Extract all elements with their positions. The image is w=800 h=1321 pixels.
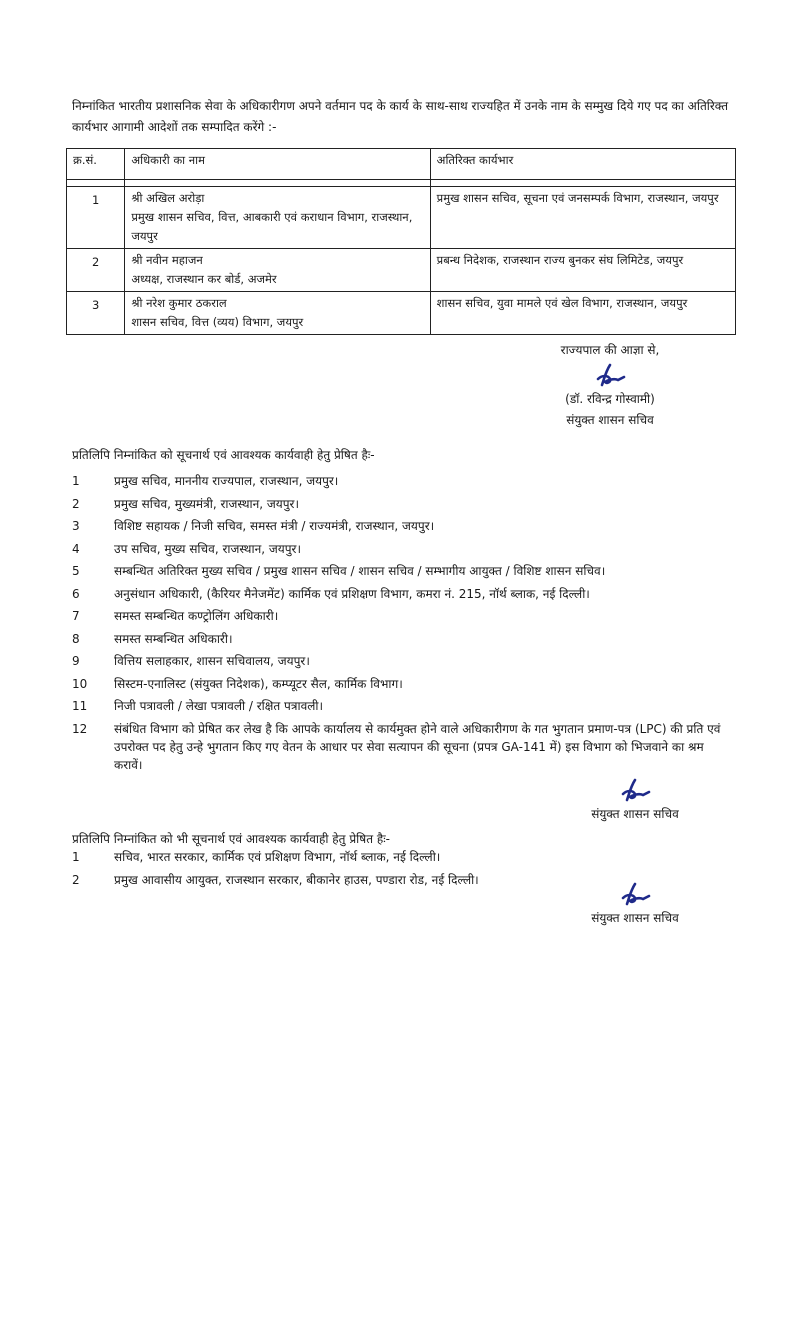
item-text: प्रमुख आवासीय आयुक्त, राजस्थान सरकार, बीकानेर हाउस, पण्डारा रोड, नई दिल्ली। xyxy=(114,872,479,887)
item-text: सम्बन्धित अतिरिक्त मुख्य सचिव / प्रमुख शासन सचिव / शासन सचिव / सम्भागीय आयुक्त / विशिष्ट शासन सचिव। xyxy=(114,564,606,578)
signatory-name: (डॉ. रविन्द्र गोस्वामी) xyxy=(565,392,655,406)
item-text: विशिष्ट सहायक / निजी सचिव, समस्त मंत्री / राज्यमंत्री, राजस्थान, जयपुर। xyxy=(114,519,435,533)
item-number: 8 xyxy=(72,631,80,646)
signature-mark xyxy=(615,776,655,804)
item-text: प्रमुख सचिव, मुख्यमंत्री, राजस्थान, जयपुर। xyxy=(114,496,300,511)
table-row xyxy=(67,187,736,249)
list-item xyxy=(72,846,732,869)
table-header-row xyxy=(67,149,736,180)
row-additional-charge: शासन सचिव, युवा मामले एवं खेल विभाग, राजस्थान, जयपुर xyxy=(430,292,735,335)
item-text: प्रमुख सचिव, माननीय राज्यपाल, राजस्थान, जयपुर। xyxy=(114,474,339,488)
item-number: 7 xyxy=(72,609,80,623)
officer-name: श्री नरेश कुमार ठकराल xyxy=(131,296,227,310)
item-number: 3 xyxy=(72,519,80,533)
item-text: सिस्टम-एनालिस्ट (संयुक्त निदेशक), कम्प्यूटर सैल, कार्मिक विभाग। xyxy=(114,676,403,691)
order-signature-block xyxy=(520,340,700,431)
row-officer xyxy=(125,292,430,335)
row-officer xyxy=(125,187,430,249)
item-text: समस्त सम्बन्धित कण्ट्रोलिंग अधिकारी। xyxy=(114,609,279,623)
list-item xyxy=(72,605,732,628)
row-serial: 1 xyxy=(67,187,125,249)
list-item xyxy=(72,650,732,673)
item-text: समस्त सम्बन्धित अधिकारी। xyxy=(114,631,233,646)
item-number: 6 xyxy=(72,586,80,601)
list-item xyxy=(72,515,732,538)
table-row xyxy=(67,249,736,292)
item-text: निजी पत्रावली / लेखा पत्रावली / रक्षित पत्रावली। xyxy=(114,699,324,713)
officer-designation: प्रमुख शासन सचिव, वित्त, आबकारी एवं कराधान विभाग, राजस्थान, जयपुर xyxy=(131,210,413,243)
item-number: 5 xyxy=(72,564,80,578)
copy-heading-2: प्रतिलिपि निम्नांकित को भी सूचनार्थ एवं आवश्यक कार्यवाही हेतु प्रेषित हैः- xyxy=(72,832,390,846)
row-serial: 2 xyxy=(67,249,125,292)
signature-mark xyxy=(615,880,655,908)
item-text: सचिव, भारत सरकार, कार्मिक एवं प्रशिक्षण विभाग, नॉर्थ ब्लाक, नई दिल्ली। xyxy=(114,850,441,864)
item-number: 10 xyxy=(72,676,88,691)
additional-charge-table xyxy=(66,148,736,335)
copy-list-1 xyxy=(72,470,732,774)
signature-mark xyxy=(590,361,630,389)
officer-name: श्री नवीन महाजन xyxy=(131,253,203,267)
list-item xyxy=(72,493,732,516)
by-order-text: राज्यपाल की आज्ञा से, xyxy=(560,343,660,357)
officer-designation: अध्यक्ष, राजस्थान कर बोर्ड, अजमेर xyxy=(131,272,277,286)
item-number: 2 xyxy=(72,496,80,511)
item-number: 1 xyxy=(72,474,80,488)
row-additional-charge: प्रबन्ध निदेशक, राजस्थान राज्य बुनकर संघ लिमिटेड, जयपुर xyxy=(430,249,735,292)
officer-name: श्री अखिल अरोड़ा xyxy=(131,191,205,205)
table-row xyxy=(67,292,736,335)
item-text: उप सचिव, मुख्य सचिव, राजस्थान, जयपुर। xyxy=(114,541,302,556)
list-item xyxy=(72,673,732,696)
item-number: 4 xyxy=(72,541,80,556)
item-number: 12 xyxy=(72,721,88,736)
header-additional-charge: अतिरिक्त कार्यभार xyxy=(430,149,735,180)
list-item xyxy=(72,560,732,583)
item-number: 1 xyxy=(72,850,80,864)
list-item xyxy=(72,583,732,606)
list-item xyxy=(72,470,732,493)
list-item xyxy=(72,628,732,651)
item-number: 2 xyxy=(72,872,80,887)
item-number: 9 xyxy=(72,654,80,668)
table-spacer-row xyxy=(67,180,736,187)
list-item xyxy=(72,695,732,718)
signatory-designation: संयुक्त शासन सचिव xyxy=(591,807,679,821)
signatory-designation: संयुक्त शासन सचिव xyxy=(591,911,679,925)
copy-heading-1: प्रतिलिपि निम्नांकित को सूचनार्थ एवं आवश्यक कार्यवाही हेतु प्रेषित हैः- xyxy=(72,448,375,462)
list-item xyxy=(72,538,732,561)
row-serial: 3 xyxy=(67,292,125,335)
header-serial: क्र.सं. xyxy=(67,149,125,180)
list-item xyxy=(72,718,732,774)
intro-paragraph: निम्नांकित भारतीय प्रशासनिक सेवा के अधिकारीगण अपने वर्तमान पद के कार्य के साथ-साथ राज्यहित में उनके नाम के सम्मुख दिये गए पद का अतिरिक्त कार्यभार आगामी आदेशों तक सम्पादित करेंगे :- xyxy=(72,99,729,134)
copy1-signature-block xyxy=(560,776,710,825)
row-officer xyxy=(125,249,430,292)
item-number: 11 xyxy=(72,699,88,713)
officer-designation: शासन सचिव, वित्त (व्यय) विभाग, जयपुर xyxy=(131,315,304,329)
header-officer-name: अधिकारी का नाम xyxy=(125,149,430,180)
item-text: अनुसंधान अधिकारी, (कैरियर मैनेजमेंट) कार्मिक एवं प्रशिक्षण विभाग, कमरा नं. 215, नॉर्थ ब्लाक, नई दिल्ली। xyxy=(114,586,590,601)
copy2-signature-block xyxy=(560,880,710,929)
signatory-designation: संयुक्त शासन सचिव xyxy=(566,413,654,427)
item-text: संबंधित विभाग को प्रेषित कर लेख है कि आपके कार्यालय से कार्यमुक्त होने वाले अधिकारीगण के गत भुगतान प्रमाण-पत्र (LPC) की प्रति एवं उपरोक्त पद हेतु उन्हे भुगतान किए गए वेतन के आधार पर सेवा सत्यापन की सूचना (प्रपत्र GA-141 में) इस विभाग को भिजवाने का श्रम करावें। xyxy=(114,721,721,772)
row-additional-charge: प्रमुख शासन सचिव, सूचना एवं जनसम्पर्क विभाग, राजस्थान, जयपुर xyxy=(430,187,735,249)
item-text: वित्तिय सलाहकार, शासन सचिवालय, जयपुर। xyxy=(114,654,310,668)
